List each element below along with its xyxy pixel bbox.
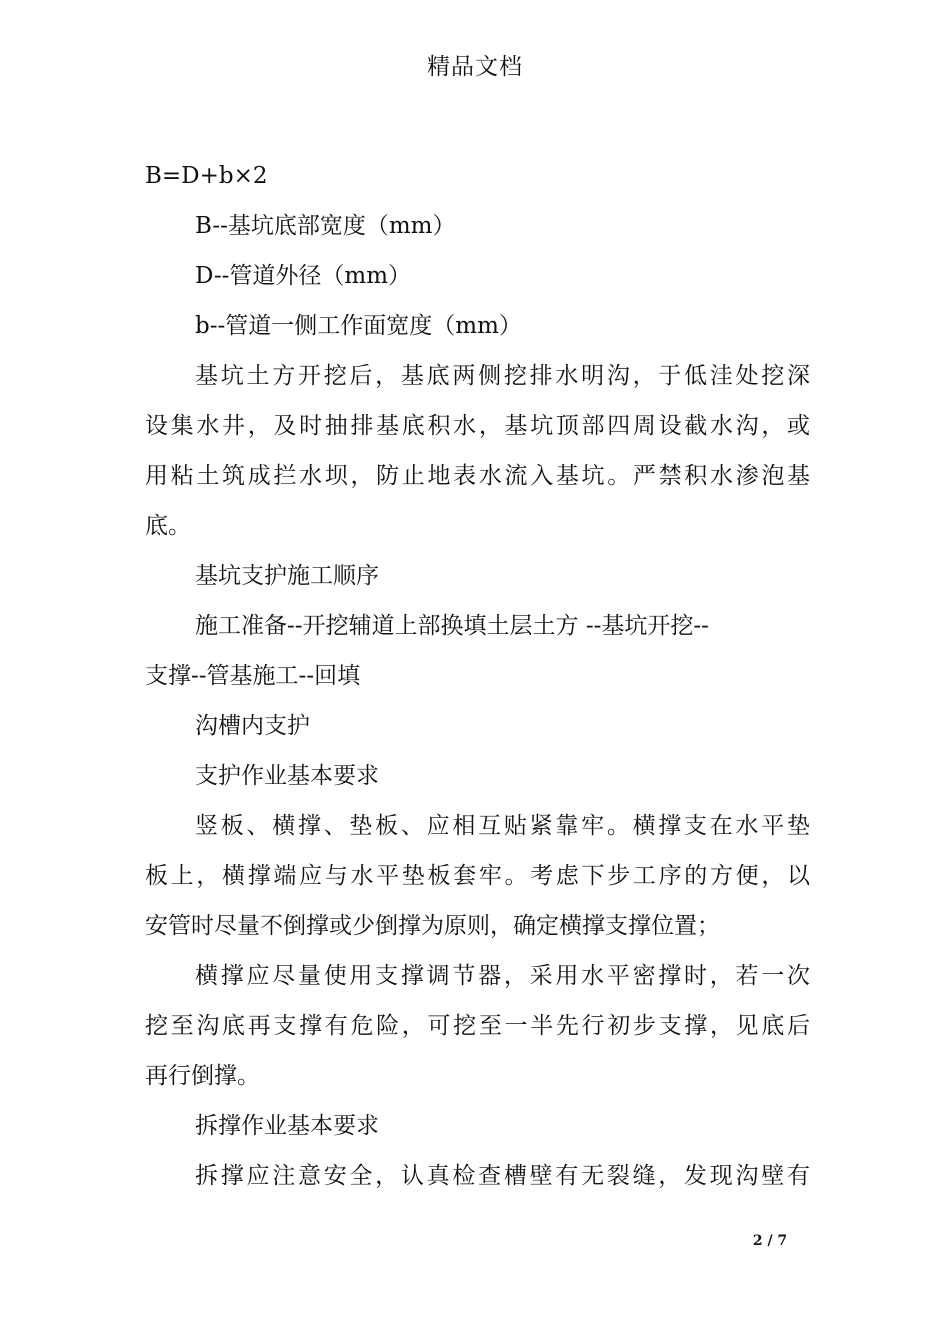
section-heading: 基坑支护施工顺序 — [195, 563, 379, 589]
paragraph-line: 基坑土方开挖后，基底两侧挖排水明沟，于低洼处挖深 — [195, 363, 810, 389]
definition-line: b--管道一侧工作面宽度（mm） — [195, 313, 522, 339]
paragraph-line: 横撑应尽量使用支撑调节器，采用水平密撑时，若一次 — [195, 963, 810, 989]
paragraph-line: 竖板、横撑、垫板、应相互贴紧靠牢。横撑支在水平垫 — [195, 813, 810, 839]
section-heading: 支护作业基本要求 — [195, 763, 379, 789]
paragraph-line: 拆撑应注意安全，认真检查槽壁有无裂缝，发现沟壁有 — [195, 1163, 810, 1189]
formula-line: B=D+b×2 — [145, 163, 268, 189]
section-heading: 沟槽内支护 — [195, 713, 310, 739]
paragraph-line: 板上，横撑端应与水平垫板套牢。考虑下步工序的方便，以 — [145, 863, 810, 889]
paragraph-line: 安管时尽量不倒撑或少倒撑为原则，确定横撑支撑位置； — [145, 913, 720, 939]
paragraph-line: 挖至沟底再支撑有危险，可挖至一半先行初步支撑，见底后 — [145, 1013, 810, 1039]
paragraph-line: 底。 — [145, 513, 191, 539]
paragraph-line: 施工准备--开挖辅道上部换填土层土方 --基坑开挖-- — [195, 613, 709, 639]
document-body — [145, 151, 810, 1201]
page-header: 精品文档 — [427, 54, 523, 80]
section-heading: 拆撑作业基本要求 — [195, 1113, 379, 1139]
paragraph-line: 再行倒撑。 — [145, 1063, 260, 1089]
definition-line: B--基坑底部宽度（mm） — [195, 213, 456, 239]
definition-line: D--管道外径（mm） — [195, 263, 412, 289]
page-number: 2 / 7 — [752, 1233, 788, 1249]
paragraph-line: 支撑--管基施工--回填 — [145, 663, 361, 689]
paragraph-line: 设集水井，及时抽排基底积水，基坑顶部四周设截水沟，或 — [145, 413, 810, 439]
paragraph-line: 用粘土筑成拦水坝，防止地表水流入基坑。严禁积水渗泡基 — [145, 463, 810, 489]
